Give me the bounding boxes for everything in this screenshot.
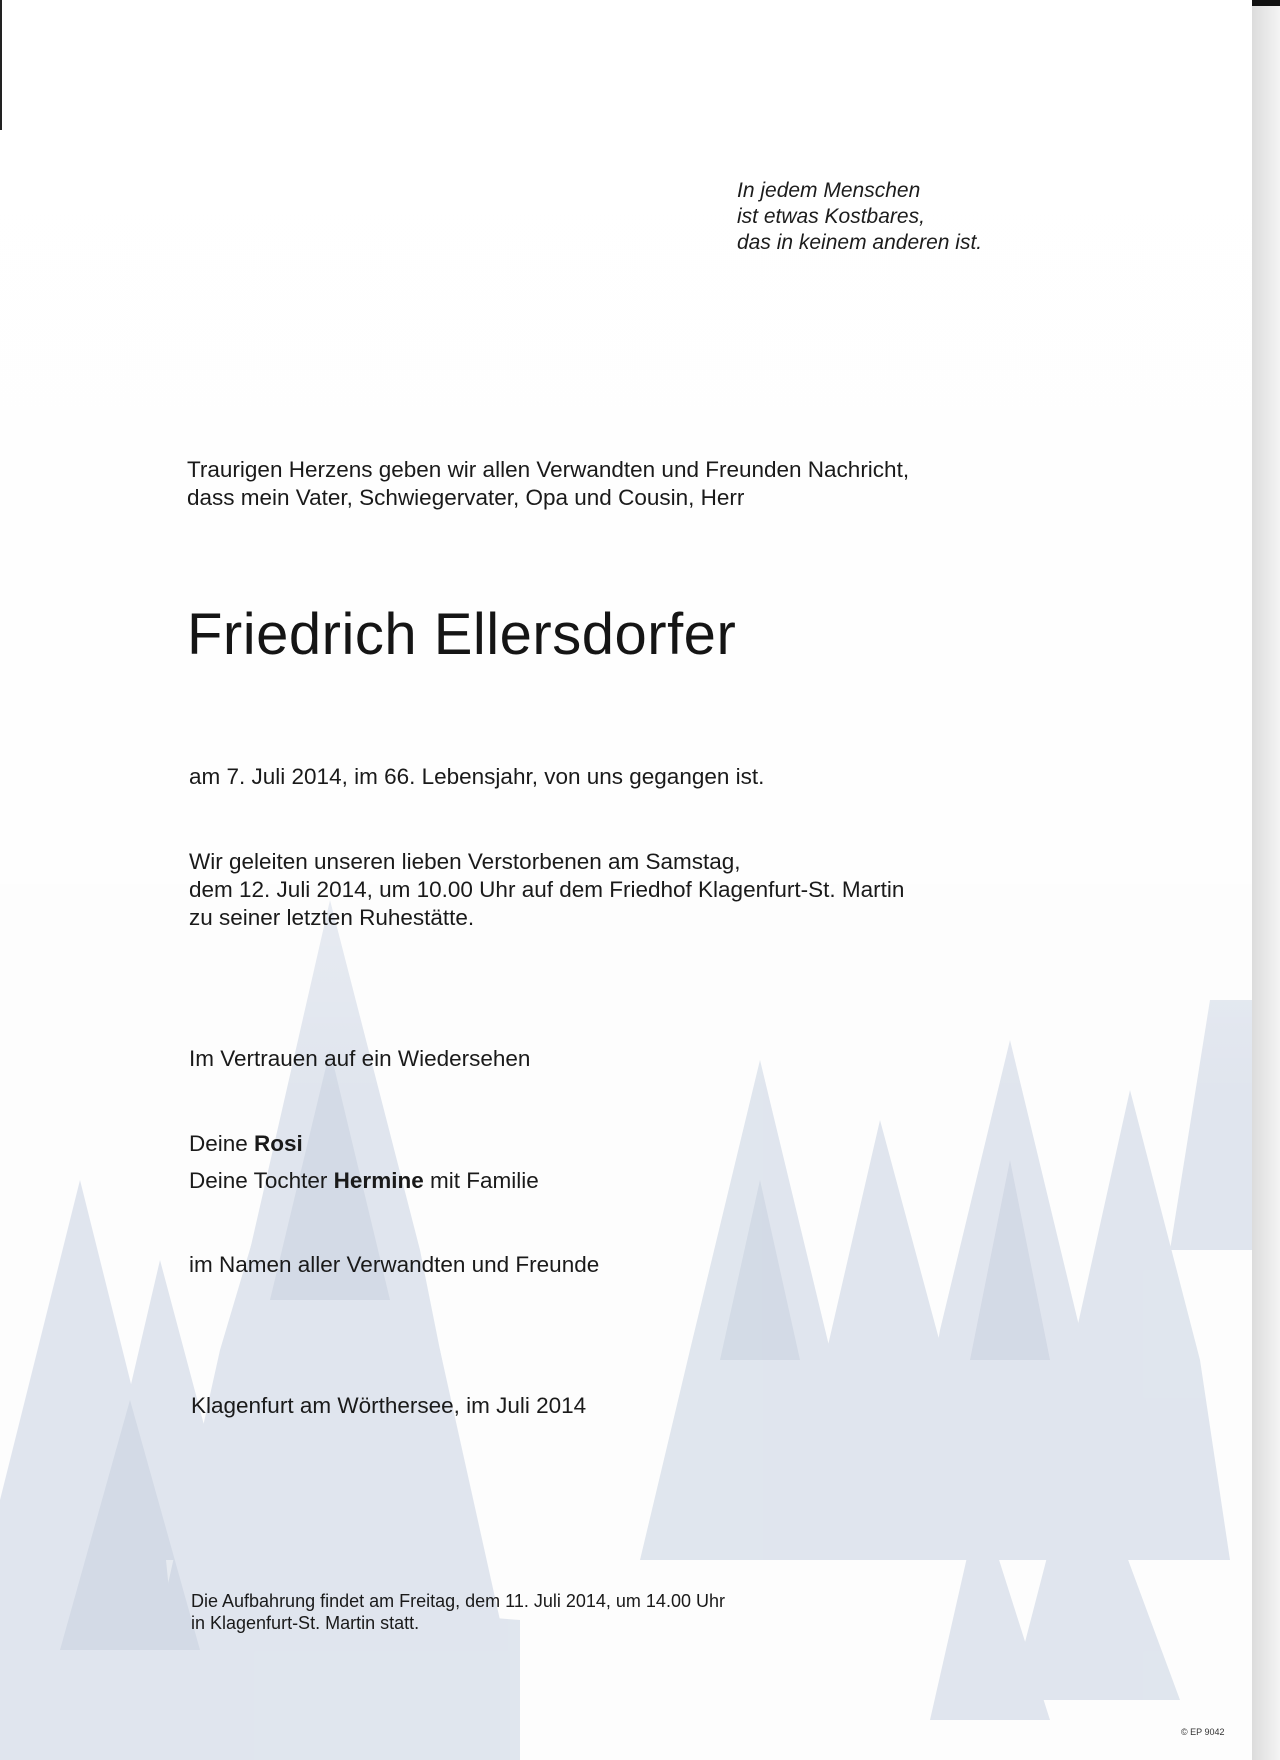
scan-left-edge: [0, 0, 2, 130]
scan-right-margin: [1252, 0, 1280, 1760]
quote-line: das in keinem anderen ist.: [737, 231, 983, 254]
intro-line: Traurigen Herzens geben wir allen Verwandten und Freunden Nachricht,: [187, 457, 910, 482]
deceased-name: Friedrich Ellersdorfer: [187, 602, 737, 667]
viewing-notice: [191, 1590, 725, 1634]
trust-line: Im Vertrauen auf ein Wiedersehen: [189, 1046, 531, 1071]
signer-name: Rosi: [254, 1131, 303, 1156]
quote-line: In jedem Menschen: [737, 179, 921, 202]
intro-line: dass mein Vater, Schwiegervater, Opa und Cousin, Herr: [187, 485, 745, 510]
epigraph-quote: [737, 178, 982, 256]
funeral-line: zu seiner letzten Ruhestätte.: [189, 905, 475, 930]
intro-paragraph: [187, 456, 909, 512]
funeral-line: dem 12. Juli 2014, um 10.00 Uhr auf dem Friedhof Klagenfurt-St. Martin: [189, 877, 905, 902]
signer-name: Hermine: [333, 1168, 424, 1193]
signer-line: [189, 1167, 539, 1195]
signer-prefix: Deine: [189, 1131, 255, 1156]
scan-corner-mark: [1252, 0, 1280, 6]
death-notice: am 7. Juli 2014, im 66. Lebensjahr, von uns gegangen ist.: [189, 764, 765, 789]
signer-line: [189, 1130, 303, 1158]
place-date: Klagenfurt am Wörthersee, im Juli 2014: [191, 1393, 587, 1418]
signer-suffix: mit Familie: [423, 1168, 539, 1193]
quote-line: ist etwas Kostbares,: [737, 205, 925, 228]
funeral-paragraph: [189, 848, 904, 932]
viewing-line: in Klagenfurt-St. Martin statt.: [191, 1613, 420, 1633]
funeral-line: Wir geleiten unseren lieben Verstorbenen am Samstag,: [189, 849, 741, 874]
copyright-code: © EP 9042: [1181, 1727, 1225, 1737]
behalf-line: im Namen aller Verwandten und Freunde: [189, 1252, 600, 1277]
signer-prefix: Deine Tochter: [189, 1168, 334, 1193]
viewing-line: Die Aufbahrung findet am Freitag, dem 11. Juli 2014, um 14.00 Uhr: [191, 1591, 725, 1611]
